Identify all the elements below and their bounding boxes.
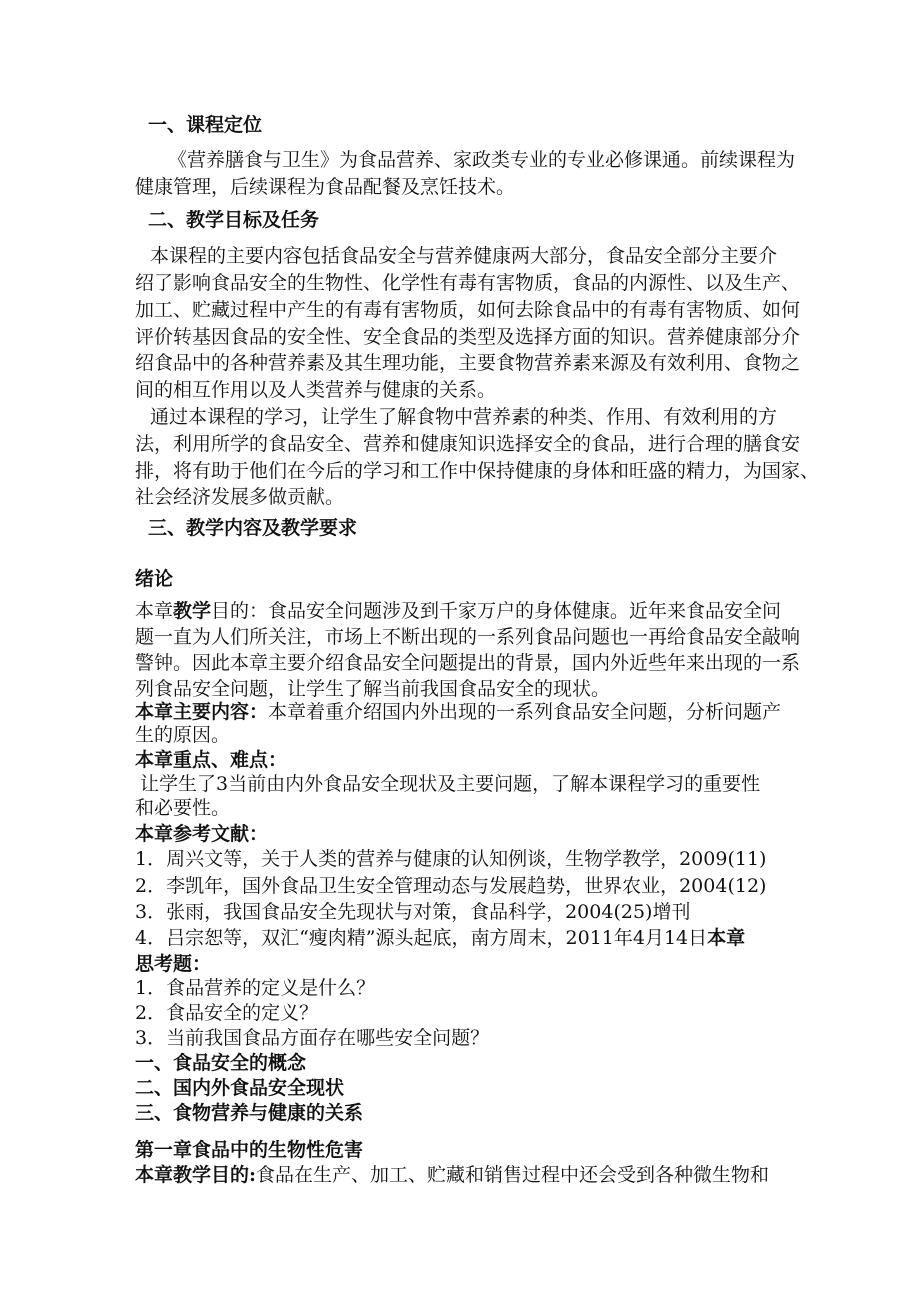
question-item: 3．当前我国食品方面存在哪些安全问题？ — [135, 1027, 490, 1049]
paragraph-line: 生的原因。 — [135, 724, 231, 746]
reference-text: 4．吕宗恕等，双汇“瘦肉精”源头起底，南方周末，2011年4月14日 — [135, 927, 708, 949]
aim-label-bold: 教学 — [173, 600, 212, 622]
topic-heading: 一、食品安全的概念 — [135, 1052, 307, 1074]
key-points-label: 本章重点、难点： — [135, 749, 288, 771]
questions-label-start: 本章 — [707, 927, 746, 949]
paragraph-line: 法，利用所学的食品安全、营养和健康知识选择安全的食品，进行合理的膳食安 — [135, 433, 801, 455]
paragraph-line: 警钟。因此本章主要介绍食品安全问题提出的背景，国内外近些年来出现的一系 — [135, 652, 801, 674]
topic-heading: 三、食物营养与健康的关系 — [135, 1102, 364, 1124]
chapter1-aim-label: 本章教学目的: — [135, 1164, 257, 1186]
question-item: 2．食品安全的定义？ — [135, 1002, 319, 1024]
intro-aim-line — [135, 598, 781, 624]
paragraph-line: 评价转基因食品的安全性、安全食品的类型及选择方面的知识。营养健康部分介 — [135, 326, 801, 348]
intro-title: 绪论 — [135, 568, 174, 590]
chapter1-aim-line — [135, 1162, 769, 1188]
paragraph-line: 间的相互作用以及人类营养与健康的关系。 — [135, 379, 497, 401]
reference-item: 2．李凯年，国外食品卫生安全管理动态与发展趋势，世界农业，2004(12) — [135, 875, 767, 897]
content-label: 本章主要内容： — [135, 701, 269, 723]
paragraph-line: 健康管理，后续课程为食品配餐及烹饪技术。 — [135, 176, 516, 198]
chapter1-aim-text: 食品在生产、加工、贮藏和销售过程中还会受到各种微生物和 — [256, 1164, 770, 1186]
references-label: 本章参考文献： — [135, 823, 269, 845]
content-text: 本章着重介绍国内外出现的一系列食品安全问题，分析问题产 — [268, 701, 782, 723]
paragraph-line: 让学生了3当前由内外食品安全现状及主要问题，了解本课程学习的重要性 — [140, 773, 761, 795]
aim-label-plain: 本章 — [135, 600, 174, 622]
question-item: 1．食品营养的定义是什么？ — [135, 977, 376, 999]
reference-item: 3．张雨，我国食品安全先现状与对策，食品科学，2004(25)增刊 — [135, 901, 691, 923]
paragraph-line: 绍了影响食品安全的生物性、化学性有毒有害物质，食品的内源性、以及生产、 — [135, 272, 801, 294]
chapter1-title: 第一章食品中的生物性危害 — [135, 1139, 364, 1161]
reference-item: 1．周兴文等，关于人类的营养与健康的认知例谈，生物学教学，2009(11) — [135, 848, 767, 870]
section-heading-course-positioning: 一、课程定位 — [148, 114, 263, 136]
paragraph-line: 社会经济发展多做贡献。 — [135, 486, 345, 508]
aim-text: 目的：食品安全问题涉及到千家万户的身体健康。近年来食品安全问 — [211, 600, 782, 622]
intro-content-line — [135, 699, 781, 725]
paragraph-line: 列食品安全问题，让学生了解当前我国食品安全的现状。 — [135, 678, 611, 700]
paragraph-line: 本课程的主要内容包括食品安全与营养健康两大部分，食品安全部分主要介 — [150, 245, 778, 267]
paragraph-line: 排，将有助于他们在今后的学习和工作中保持健康的身体和旺盛的精力，为国家、 — [135, 460, 820, 482]
reference-item-with-label — [135, 925, 745, 951]
paragraph-line: 和必要性。 — [135, 797, 231, 819]
section-heading-teaching-goals: 二、教学目标及任务 — [148, 209, 320, 231]
section-heading-teaching-content: 三、教学内容及教学要求 — [148, 517, 358, 539]
paragraph-line: 绍食品中的各种营养素及其生理功能，主要食物营养素来源及有效利用、食物之 — [135, 352, 801, 374]
paragraph-line: 题一直为人们所关注，市场上不断出现的一系列食品问题也一再给食品安全敲响 — [135, 626, 801, 648]
topic-heading: 二、国内外食品安全现状 — [135, 1077, 345, 1099]
paragraph-line: 通过本课程的学习，让学生了解食物中营养素的种类、作用、有效利用的方 — [150, 406, 778, 428]
questions-label: 思考题： — [135, 953, 212, 975]
paragraph-line: 加工、贮藏过程中产生的有毒有害物质，如何去除食品中的有毒有害物质、如何 — [135, 299, 801, 321]
paragraph-line: 《营养膳食与卫生》为食品营养、家政类专业的专业必修课通。前续课程为 — [168, 149, 796, 171]
